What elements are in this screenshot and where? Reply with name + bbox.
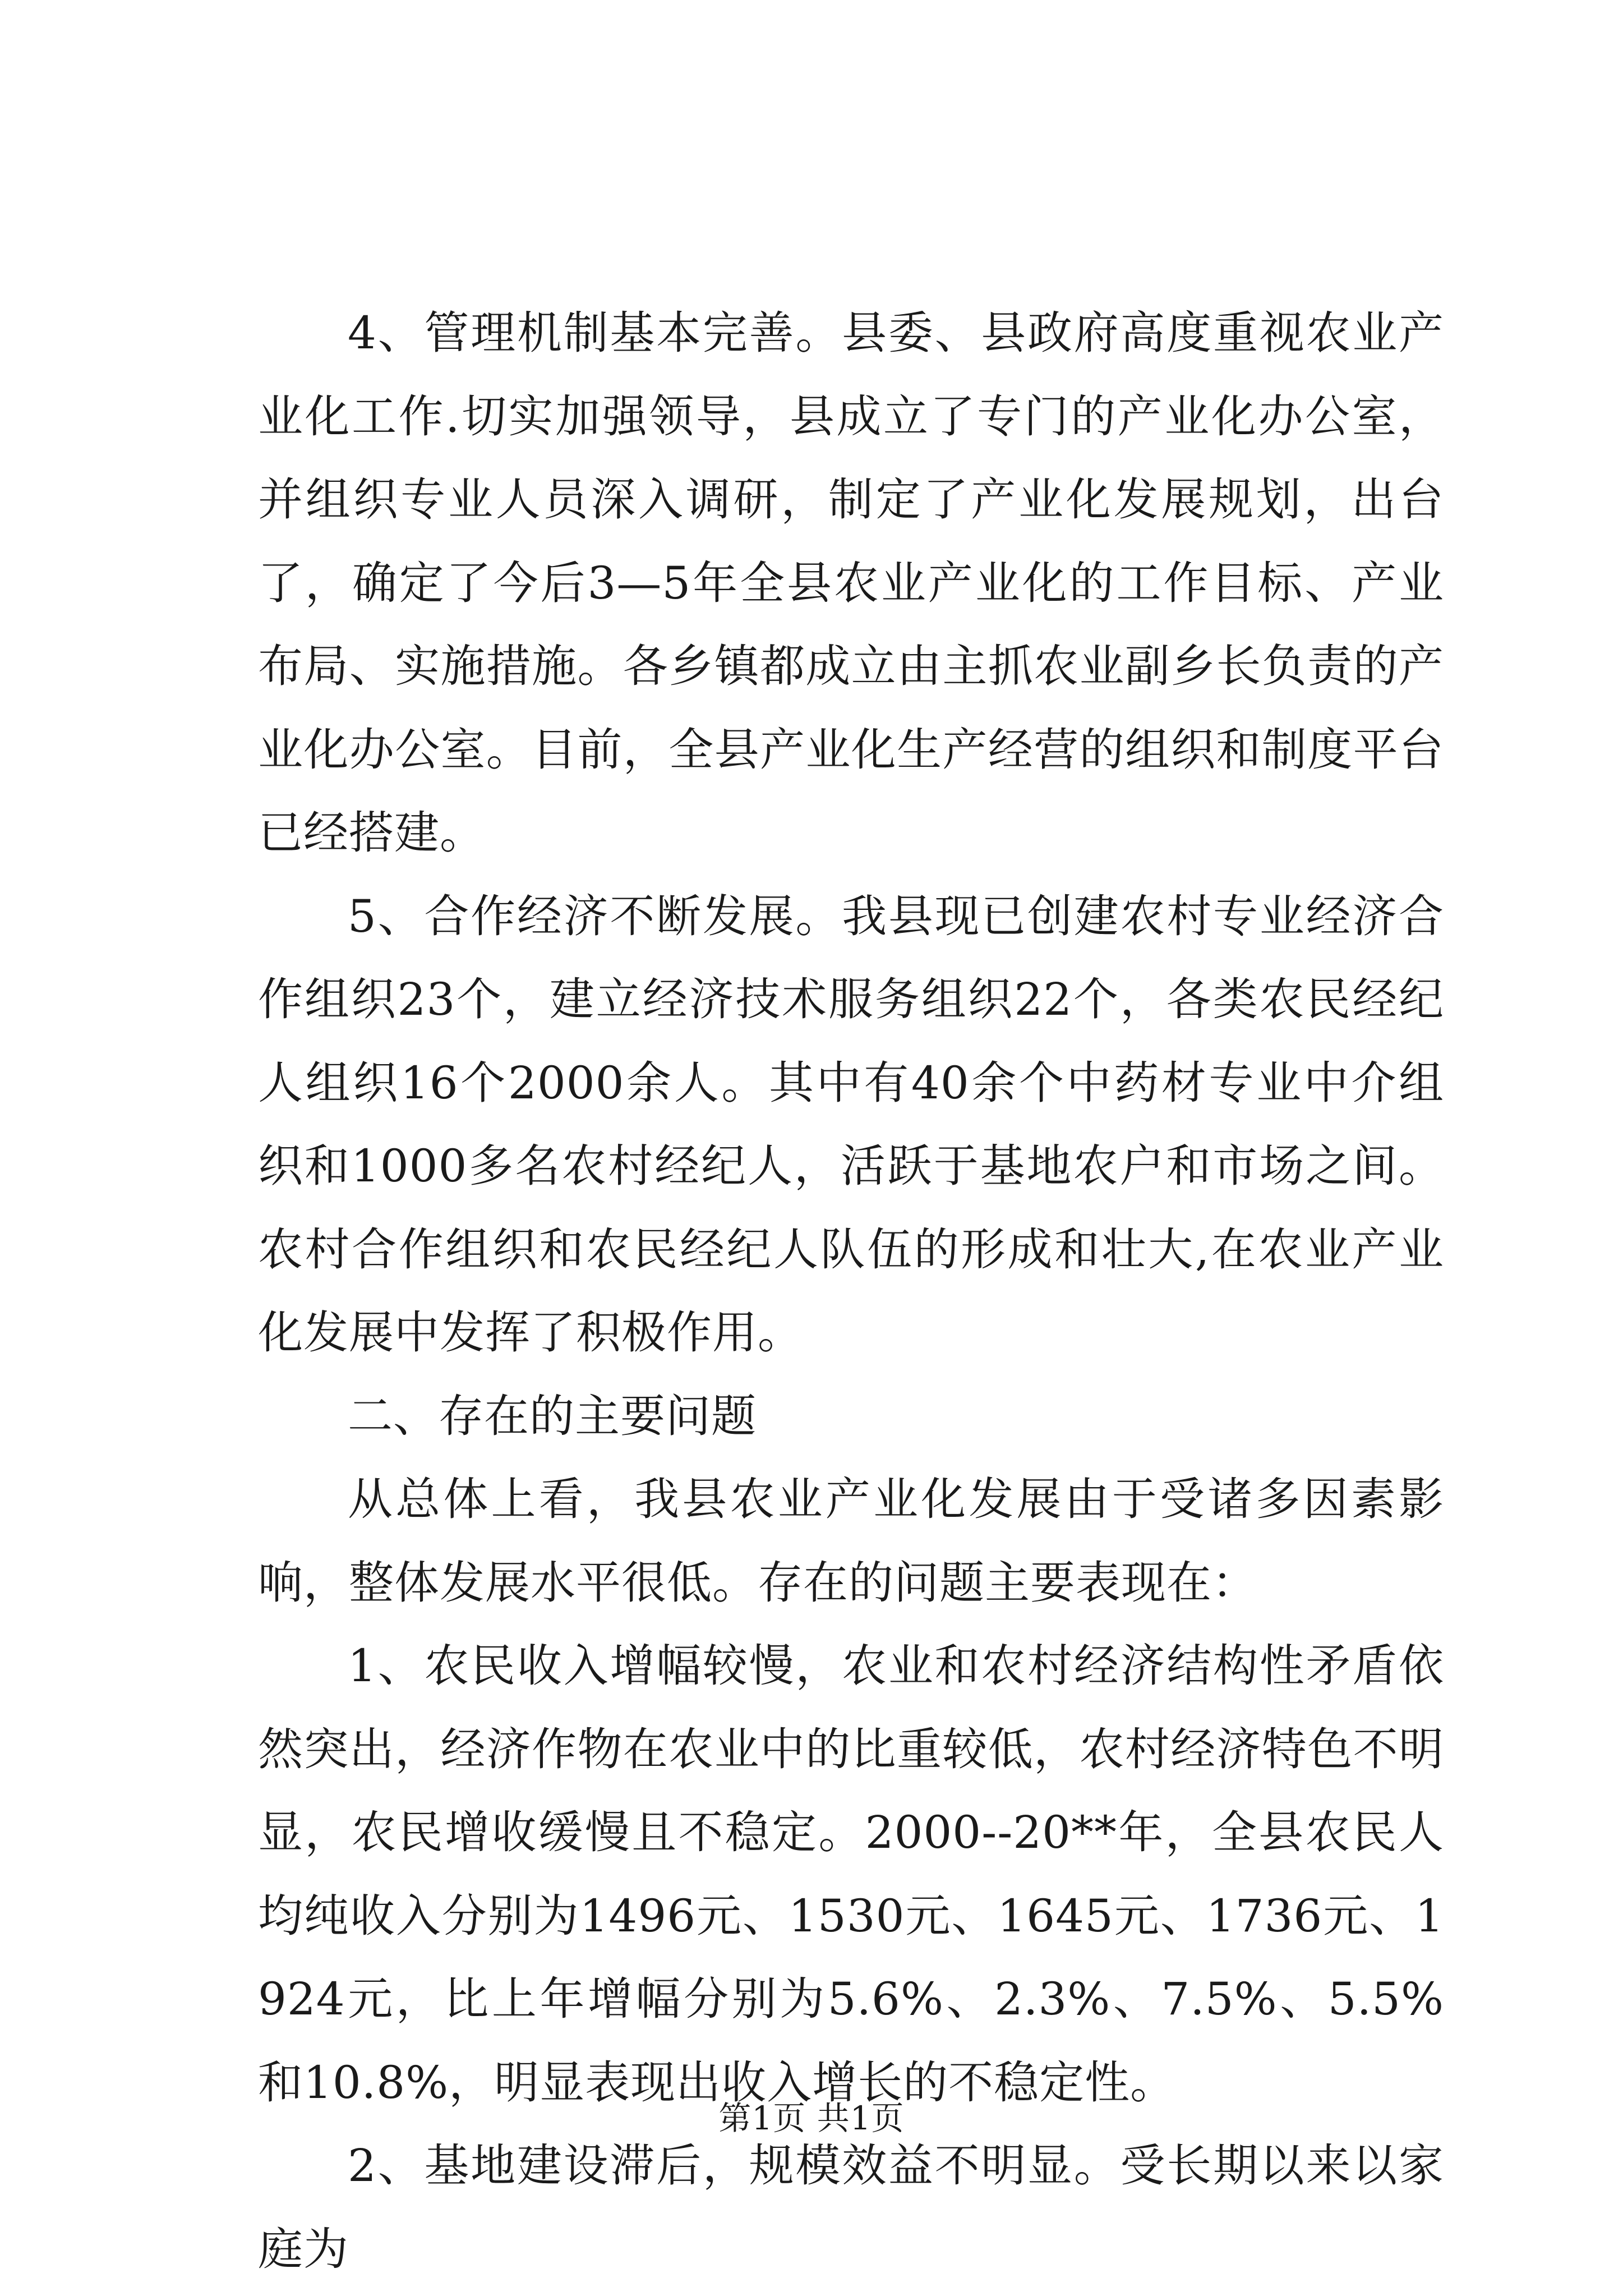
paragraph-cooperative-economy: 5、合作经济不断发展。我县现已创建农村专业经济合作组织23个，建立经济技术服务组织22个，各类农民经纪人组织16个2000余人。其中有40余个中药材专业中介组织和1000多名农村经纪人，活跃于基地农户和市场之间。农村合作组织和农民经纪人队伍的形成和壮大,在农业产业化发展中发挥了积极作用。 [258, 890, 1444, 1359]
page-footer: 第1页 共1页 [718, 2099, 905, 2137]
document-body [258, 292, 1444, 2291]
paragraph-management-mechanism: 4、管理机制基本完善。县委、县政府高度重视农业产业化工作.切实加强领导，县成立了专门的产业化办公室，并组织专业人员深入调研，制定了产业化发展规划，出台了，确定了今后3—5年全县农业产业化的工作目标、产业布局、实施措施。各乡镇都成立由主抓农业副乡长负责的产业化办公室。目前，全县产业化生产经营的组织和制度平台已经搭建。 [258, 307, 1444, 859]
paragraph-farmer-income: 1、农民收入增幅较慢，农业和农村经济结构性矛盾依然突出，经济作物在农业中的比重较低，农村经济特色不明显，农民增收缓慢且不稳定。2000--20**年，全县农民人均纯收入分别为1496元、1530元、1645元、1736元、1924元，比上年增幅分别为5.6%、2.3%、7.5%、5.5%和10.8%，明显表现出收入增长的不稳定性。 [258, 1640, 1444, 2109]
section-heading-main-problems: 二、存在的主要问题 [348, 1389, 757, 1442]
paragraph-base-construction: 2、基地建设滞后，规模效益不明显。受长期以来以家庭为 [258, 2139, 1444, 2275]
paragraph-overall-view: 从总体上看，我县农业产业化发展由于受诸多因素影响，整体发展水平很低。存在的问题主要表现在： [258, 1473, 1444, 1609]
